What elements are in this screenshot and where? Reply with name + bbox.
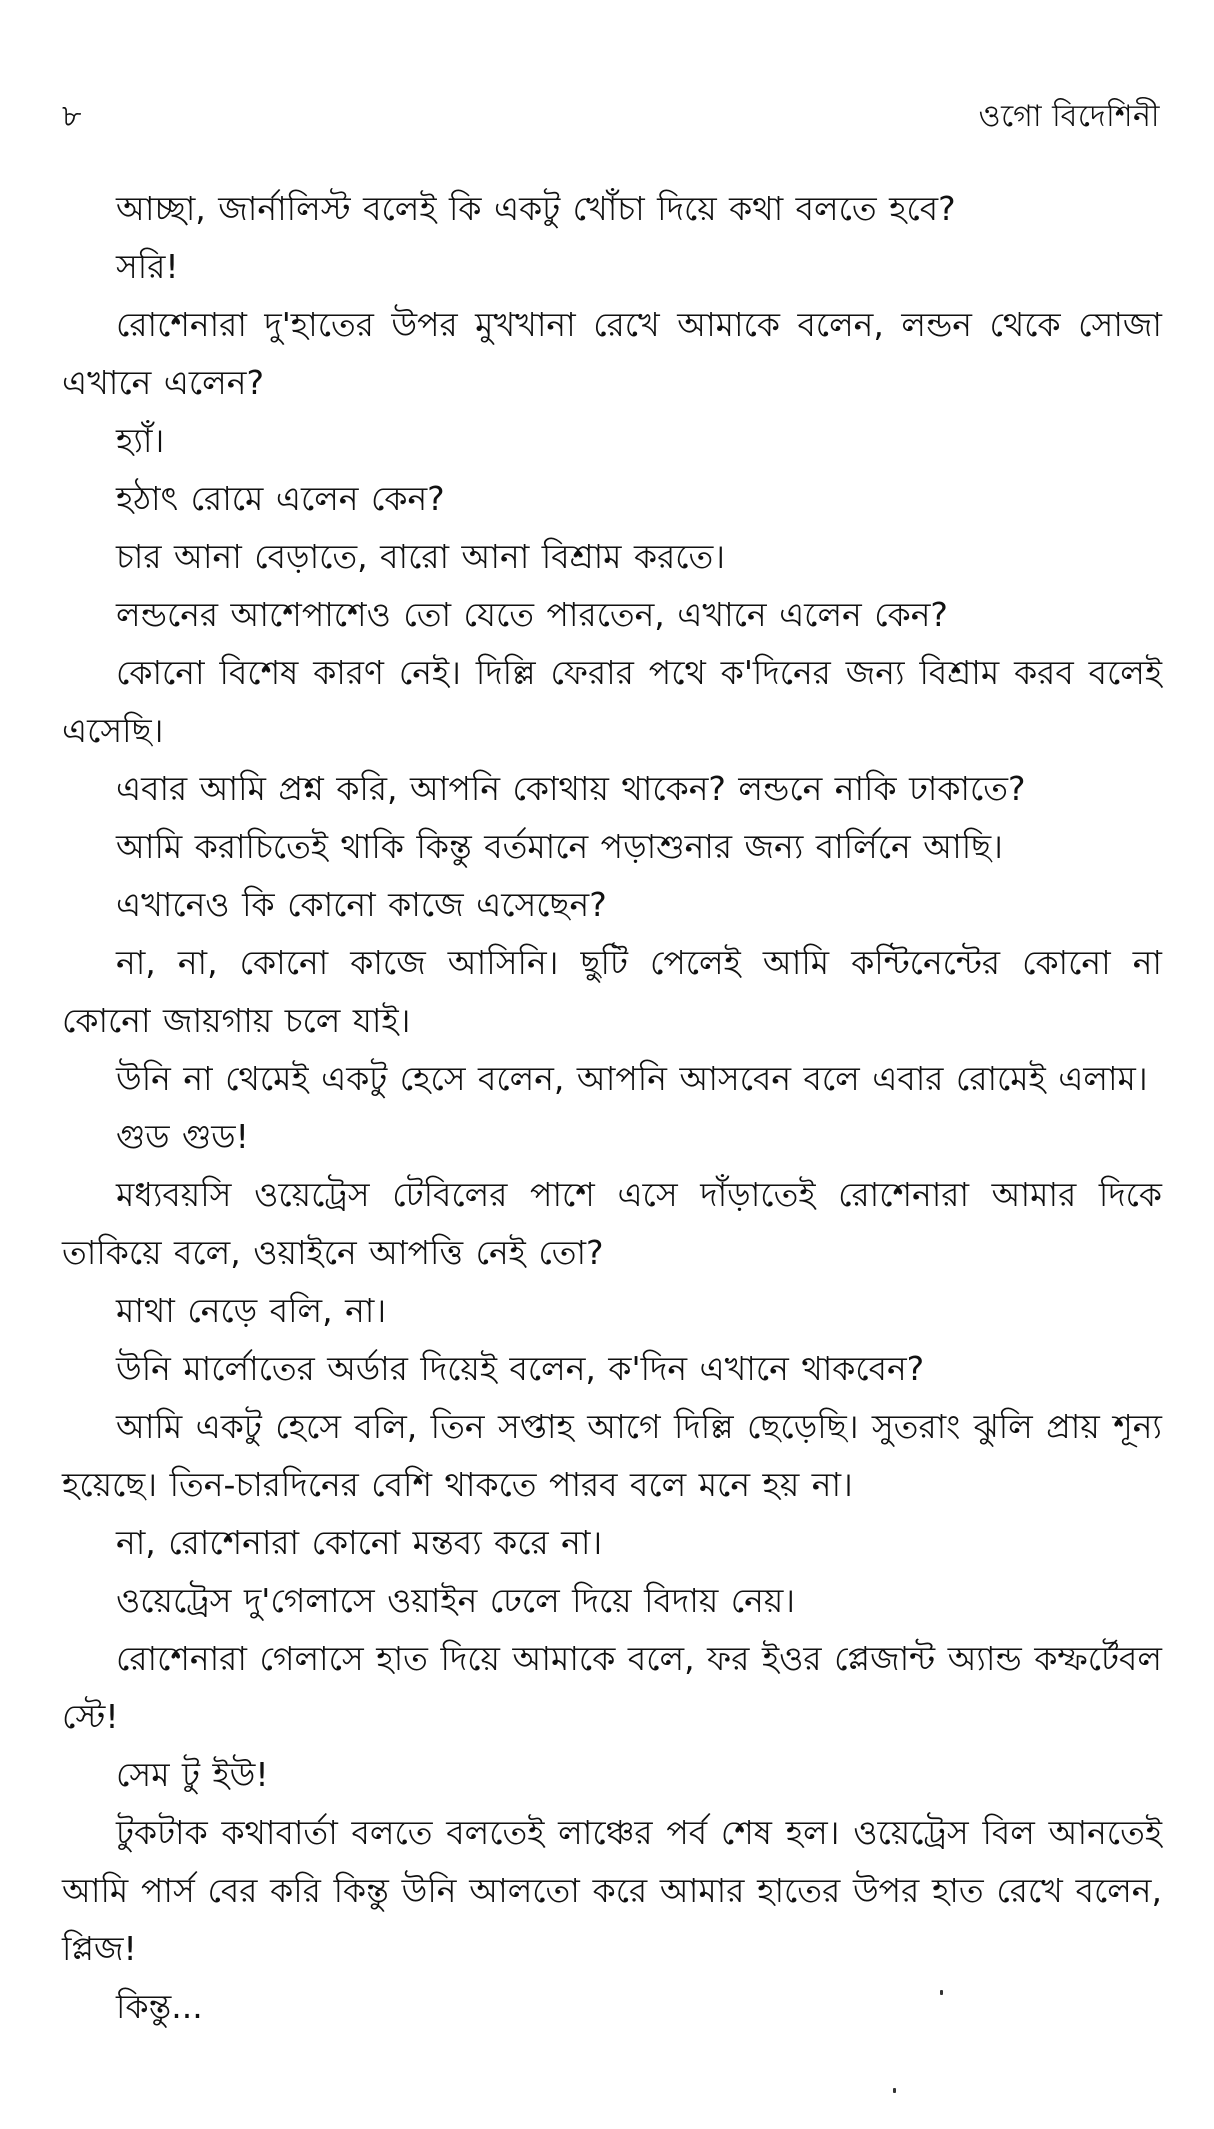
paragraph: সরি! [116, 247, 179, 286]
paragraph: মাথা নেড়ে বলি, না। [116, 1291, 387, 1330]
paragraph: উনি মার্লোতের অর্ডার দিয়েই বলেন, ক'দিন এখানে থাকবেন? [116, 1349, 925, 1388]
paragraph: আমি করাচিতেই থাকি কিন্তু বর্তমানে পড়াশুনার জন্য বার্লিনে আছি। [116, 827, 1003, 866]
paragraph: কিন্তু... [116, 1987, 203, 2026]
paragraph: লন্ডনের আশেপাশেও তো যেতে পারতেন, এখানে এলেন কেন? [116, 595, 948, 634]
running-title: ওগো বিদেশিনী [978, 98, 1160, 134]
paragraph: গুড গুড! [116, 1117, 249, 1156]
scan-speck [940, 1990, 943, 1995]
paragraph: রোশেনারা দু'হাতের উপর মুখখানা রেখে আমাকে বলেন, লন্ডন থেকে সোজা এখানে এলেন? [62, 305, 1162, 402]
paragraph: টুকটাক কথাবার্তা বলতে বলতেই লাঞ্চের পর্ব শেষ হল। ওয়েট্রেস বিল আনতেই আমি পার্স বের করি কিন্তু উনি আলতো করে আমার হাতের উপর হাত রেখে বলেন, প্লিজ! [62, 1813, 1162, 1968]
page-header [62, 92, 1160, 142]
paragraph: না, রোশেনারা কোনো মন্তব্য করে না। [116, 1523, 603, 1562]
paragraph: মধ্যবয়সি ওয়েট্রেস টেবিলের পাশে এসে দাঁড়াতেই রোশেনারা আমার দিকে তাকিয়ে বলে, ওয়াইনে আপত্তি নেই তো? [62, 1175, 1162, 1272]
paragraph: হঠাৎ রোমে এলেন কেন? [116, 479, 445, 518]
paragraph: আমি একটু হেসে বলি, তিন সপ্তাহ আগে দিল্লি ছেড়েছি। সুতরাং ঝুলি প্রায় শূন্য হয়েছে। তিন-চারদিনের বেশি থাকতে পারব বলে মনে হয় না। [62, 1407, 1162, 1504]
paragraph: রোশেনারা গেলাসে হাত দিয়ে আমাকে বলে, ফর ইওর প্লেজান্ট অ্যান্ড কম্ফর্টেবল স্টে! [62, 1639, 1162, 1736]
paragraph: এখানেও কি কোনো কাজে এসেছেন? [116, 885, 607, 924]
paragraph: ওয়েট্রেস দু'গেলাসে ওয়াইন ঢেলে দিয়ে বিদায় নেয়। [116, 1581, 796, 1620]
paragraph: হ্যাঁ। [116, 421, 165, 460]
paragraph: চার আনা বেড়াতে, বারো আনা বিশ্রাম করতে। [116, 537, 726, 576]
page-number: ৮ [62, 98, 82, 134]
paragraph: না, না, কোনো কাজে আসিনি। ছুটি পেলেই আমি কন্টিনেন্টের কোনো না কোনো জায়গায় চলে যাই। [62, 943, 1162, 1040]
scan-speck [893, 2088, 896, 2093]
paragraph: কোনো বিশেষ কারণ নেই। দিল্লি ফেরার পথে ক'দিনের জন্য বিশ্রাম করব বলেই এসেছি। [62, 653, 1162, 750]
paragraph: সেম টু ইউ! [116, 1755, 269, 1794]
paragraph: আচ্ছা, জার্নালিস্ট বলেই কি একটু খোঁচা দিয়ে কথা বলতে হবে? [116, 189, 956, 228]
paragraph: এবার আমি প্রশ্ন করি, আপনি কোথায় থাকেন? লন্ডনে নাকি ঢাকাতে? [116, 769, 1026, 808]
body-text [62, 180, 1162, 2036]
paragraph: উনি না থেমেই একটু হেসে বলেন, আপনি আসবেন বলে এবার রোমেই এলাম। [116, 1059, 1148, 1098]
